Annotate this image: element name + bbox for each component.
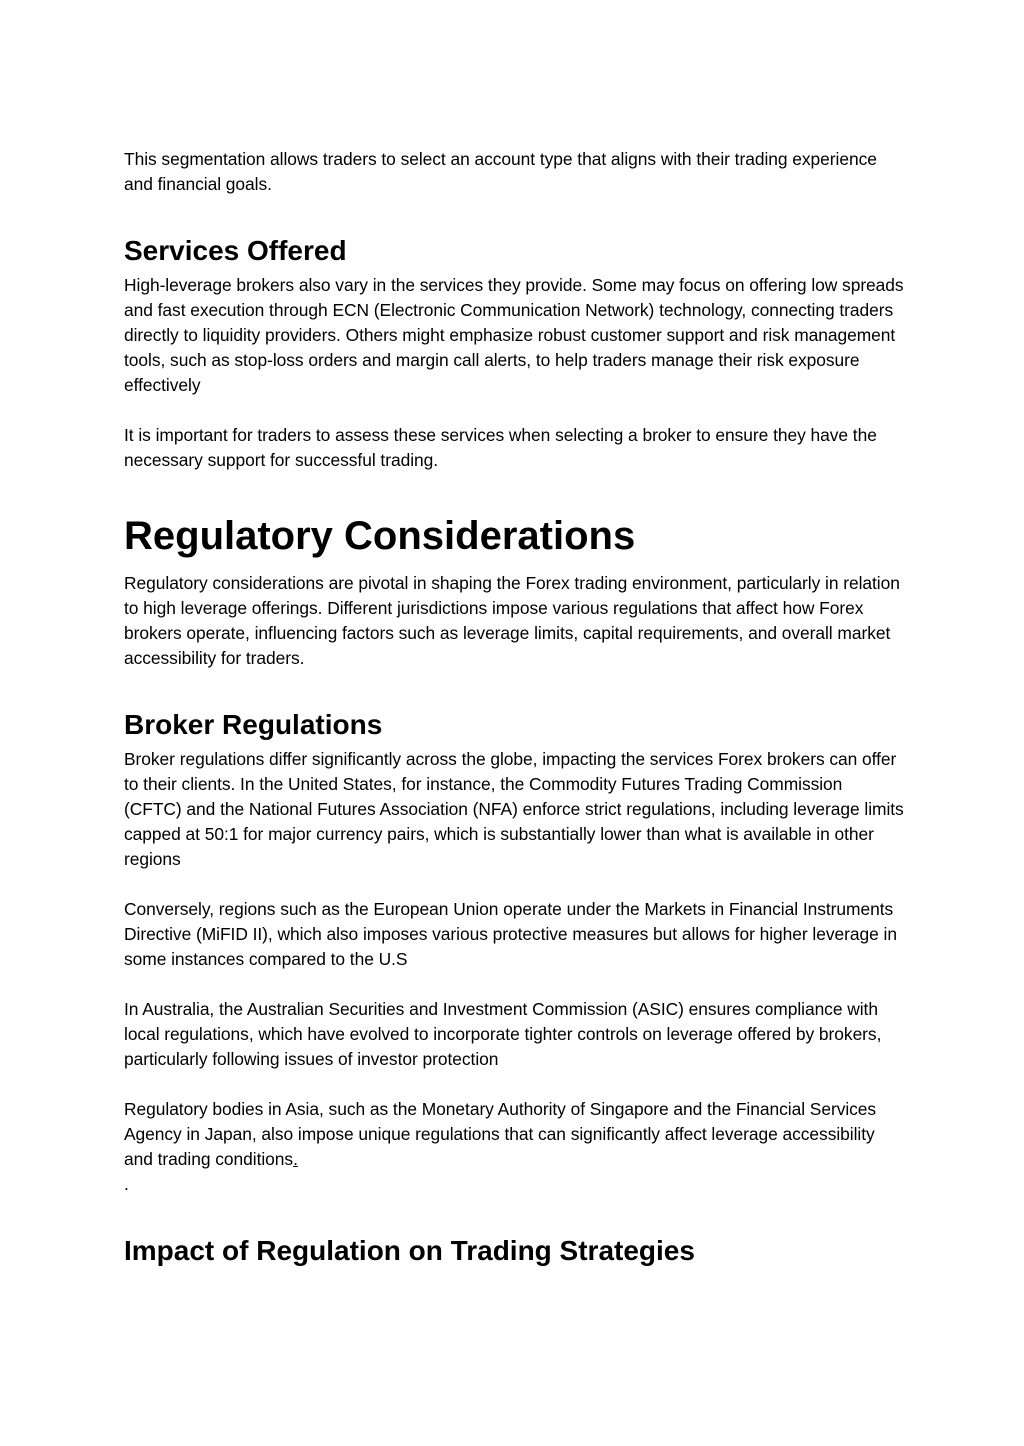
services-paragraph-2: It is important for traders to assess these services when selecting a broker to ensure they have the necessary support for successful trading.	[124, 425, 877, 470]
broker-paragraph-2: Conversely, regions such as the European Union operate under the Markets in Financial Instruments Directive (MiFID II), which also imposes various protective measures but allows for higher leverage in some instances compared to the U.S	[124, 899, 897, 969]
broker-paragraph-4-text: Regulatory bodies in Asia, such as the Monetary Authority of Singapore and the Financial Services Agency in Japan, also impose unique regulations that can significantly affect leverage accessibility and trading conditions	[124, 1099, 877, 1169]
footnote-link[interactable]: .	[293, 1149, 298, 1169]
broker-paragraph-4	[124, 1097, 904, 1172]
regulatory-considerations-heading: Regulatory Considerations	[124, 514, 636, 558]
services-offered-heading: Services Offered	[124, 235, 347, 266]
broker-paragraph-1: Broker regulations differ significantly across the globe, impacting the services Forex brokers can offer to their clients. In the United States, for instance, the Commodity Futures Trading Commission (CFTC) and the National Futures Association (NFA) enforce strict regulations, including leverage limits capped at 50:1 for major currency pairs, which is substantially lower than what is available in other regions	[124, 749, 904, 869]
broker-regulations-heading: Broker Regulations	[124, 709, 383, 740]
document-page	[124, 147, 904, 1268]
broker-paragraph-3: In Australia, the Australian Securities and Investment Commission (ASIC) ensures compliance with local regulations, which have evolved to incorporate tighter controls on leverage offered by brokers, particularly following issues of investor protection	[124, 999, 882, 1069]
regulatory-paragraph-1: Regulatory considerations are pivotal in shaping the Forex trading environment, particularly in relation to high leverage offerings. Different jurisdictions impose various regulations that affect how Forex brokers operate, influencing factors such as leverage limits, capital requirements, and overall market accessibility for traders.	[124, 573, 900, 668]
intro-paragraph: This segmentation allows traders to select an account type that aligns with their trading experience and financial goals.	[124, 149, 877, 194]
services-paragraph-1: High-leverage brokers also vary in the services they provide. Some may focus on offering low spreads and fast execution through ECN (Electronic Communication Network) technology, connecting traders directly to liquidity providers. Others might emphasize robust customer support and risk management tools, such as stop-loss orders and margin call alerts, to help traders manage their risk exposure effectively	[124, 275, 904, 395]
stray-dot: .	[124, 1174, 129, 1194]
impact-of-regulation-heading: Impact of Regulation on Trading Strategies	[124, 1235, 695, 1266]
